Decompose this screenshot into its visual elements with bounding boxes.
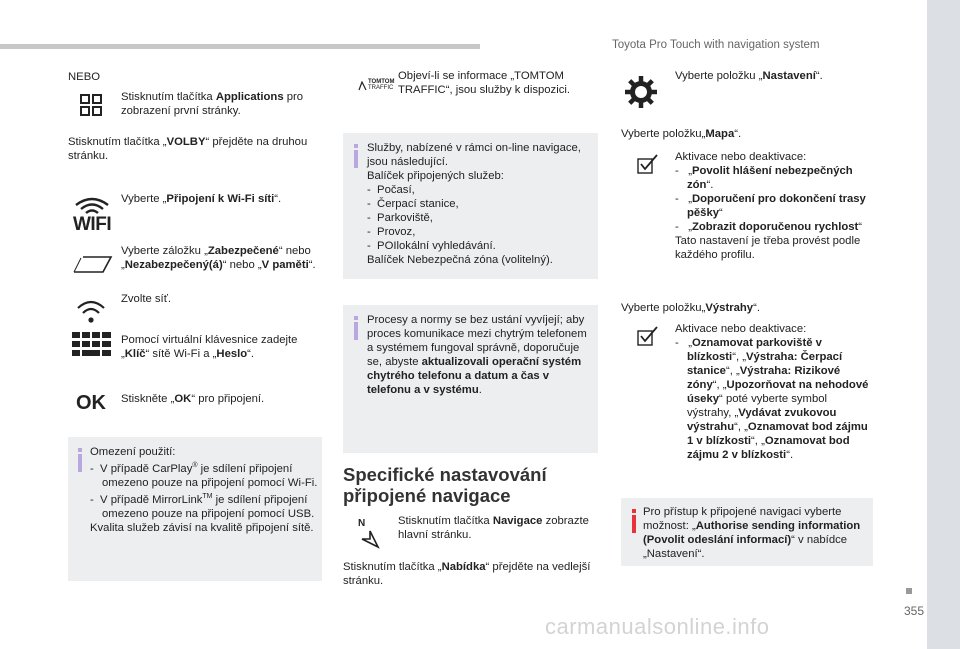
applications-text: Stisknutím tlačítka Applications pro zobrazení první stránky.	[121, 91, 304, 117]
page-header-title: Toyota Pro Touch with navigation system	[612, 39, 820, 51]
toggle-item-hazard: - „Povolit hlášení nebezpečných zón“.	[675, 165, 853, 191]
ok-text: Stiskněte „OK“ pro připojení.	[121, 393, 265, 405]
note-end: Kvalita služeb závisí na kvalitě připojení sítě.	[90, 521, 314, 534]
navigation-text: Stisknutím tlačítka Navigace zobrazte hlavní stránku.	[398, 515, 589, 541]
tab-pencil-icon	[73, 255, 113, 273]
services-intro: Služby, nabízené v rámci on-line navigace, jsou následující.	[367, 142, 581, 168]
note-item-mirrorlink: - V případě MirrorLink™ je sdílení připojení omezeno pouze na připojení pomocí USB.	[90, 492, 315, 520]
warnings-toggle-text	[675, 322, 871, 462]
toggle-title: Aktivace nebo deaktivace:	[675, 151, 807, 163]
wifi-icon-label: WIFI	[73, 214, 112, 235]
info-icon	[354, 322, 358, 340]
checkbox-icon	[637, 154, 659, 174]
map-text: Vyberte položku„Mapa“.	[621, 128, 742, 140]
header-rule	[0, 44, 480, 49]
navigation-icon: N	[358, 519, 380, 549]
ok-icon: OK	[76, 392, 106, 414]
menu-text: Stisknutím tlačítka „Nabídka“ přejděte na vedlejší stránku.	[343, 561, 591, 587]
services-end: Balíček Nebezpečná zóna (volitelný).	[367, 254, 553, 266]
services-item: - Čerpací stanice,	[367, 198, 459, 210]
info-icon	[354, 150, 358, 168]
toggle-item-warnings: - „Oznamovat parkoviště v blízkosti“, „Výstraha: Čerpací stanice“, „Výstraha: Rizikové zóny“, „Upozorňovat na nehodové úseky“ poté vyberte symbol výstrahy, „Vydávat zvukovou výstrahu“, „Oznamovat bod zájmu 1 v blízkosti“, „Oznamovat bod zájmu 2 v blízkosti“.	[675, 337, 869, 461]
wifi-signal-icon	[76, 298, 106, 324]
security-tab-text: Vyberte záložku „Zabezpečené“ nebo „Nezabezpečený(á)“ nebo „V paměti“.	[121, 245, 316, 271]
checkbox-icon	[637, 326, 659, 346]
note-item-carplay: - V případě CarPlay® je sdílení připojení omezeno pouze na připojení pomocí Wi-Fi.	[90, 462, 318, 489]
settings-gear-icon	[623, 74, 659, 110]
keyboard-icon	[72, 332, 112, 358]
volby-text: Stisknutím tlačítka „VOLBY“ přejděte na druhou stránku.	[68, 136, 308, 162]
services-item: - Počasí,	[367, 184, 415, 196]
tomtom-traffic-text: Objeví-li se informace „TOMTOM TRAFFIC“, jsou služby k dispozici.	[398, 70, 571, 96]
wifi-icon	[72, 195, 112, 237]
nebo-label: NEBO	[68, 71, 101, 83]
note-title: Omezení použití:	[90, 446, 176, 458]
choose-network-text: Zvolte síť.	[121, 293, 172, 305]
services-text	[367, 141, 593, 267]
keyboard-text: Pomocí virtuální klávesnice zadejte „Klíč“ sítě Wi-Fi a „Heslo“.	[121, 334, 298, 360]
toggle-item-speed: - „Zobrazit doporučenou rychlost“	[675, 221, 863, 233]
page-number: 355	[904, 604, 925, 618]
info-icon	[78, 454, 82, 472]
toggle-title: Aktivace nebo deaktivace:	[675, 323, 807, 335]
update-text: Procesy a normy se bez ustání vyvíjejí; aby proces komunikace mezi chytrým telefonem a systémem fungoval správně, doporučuje se, abyste aktualizovali operační systém chytrého telefonu a datum a čas v telefonu a v systému.	[367, 314, 587, 396]
warnings-text: Vyberte položku„Výstrahy“.	[621, 302, 760, 314]
services-package: Balíček připojených služeb:	[367, 170, 504, 182]
wifi-network-text: Vyberte „Připojení k Wi-Fi síti“.	[121, 193, 282, 205]
map-toggle-text	[675, 150, 870, 262]
services-item: - Provoz,	[367, 226, 416, 238]
services-item: - Parkoviště,	[367, 212, 433, 224]
warning-icon	[632, 515, 636, 533]
applications-icon	[80, 94, 102, 116]
section-heading: Specifické nastavování připojené navigace	[343, 464, 547, 506]
watermark: carmanualsonline.info	[545, 614, 770, 639]
services-item: - POIlokální vyhledávání.	[367, 240, 496, 252]
tomtom-traffic-icon: TOMTOM TRAFFIC	[358, 79, 392, 93]
toggle-end: Tato nastavení je třeba provést podle každého profilu.	[675, 235, 861, 261]
usage-limits-text	[90, 445, 318, 535]
settings-text: Vyberte položku „Nastavení“.	[675, 70, 823, 82]
page-marker	[906, 588, 912, 594]
toggle-item-walking: - „Doporučení pro dokončení trasy pěšky“	[675, 193, 866, 219]
authorise-text: Pro přístup k připojené navigaci vyberte možnost: „Authorise sending information (Povolit odeslání informací)“ v nabídce „Nastavení“.	[643, 506, 861, 560]
page-edge-strip	[927, 0, 960, 649]
